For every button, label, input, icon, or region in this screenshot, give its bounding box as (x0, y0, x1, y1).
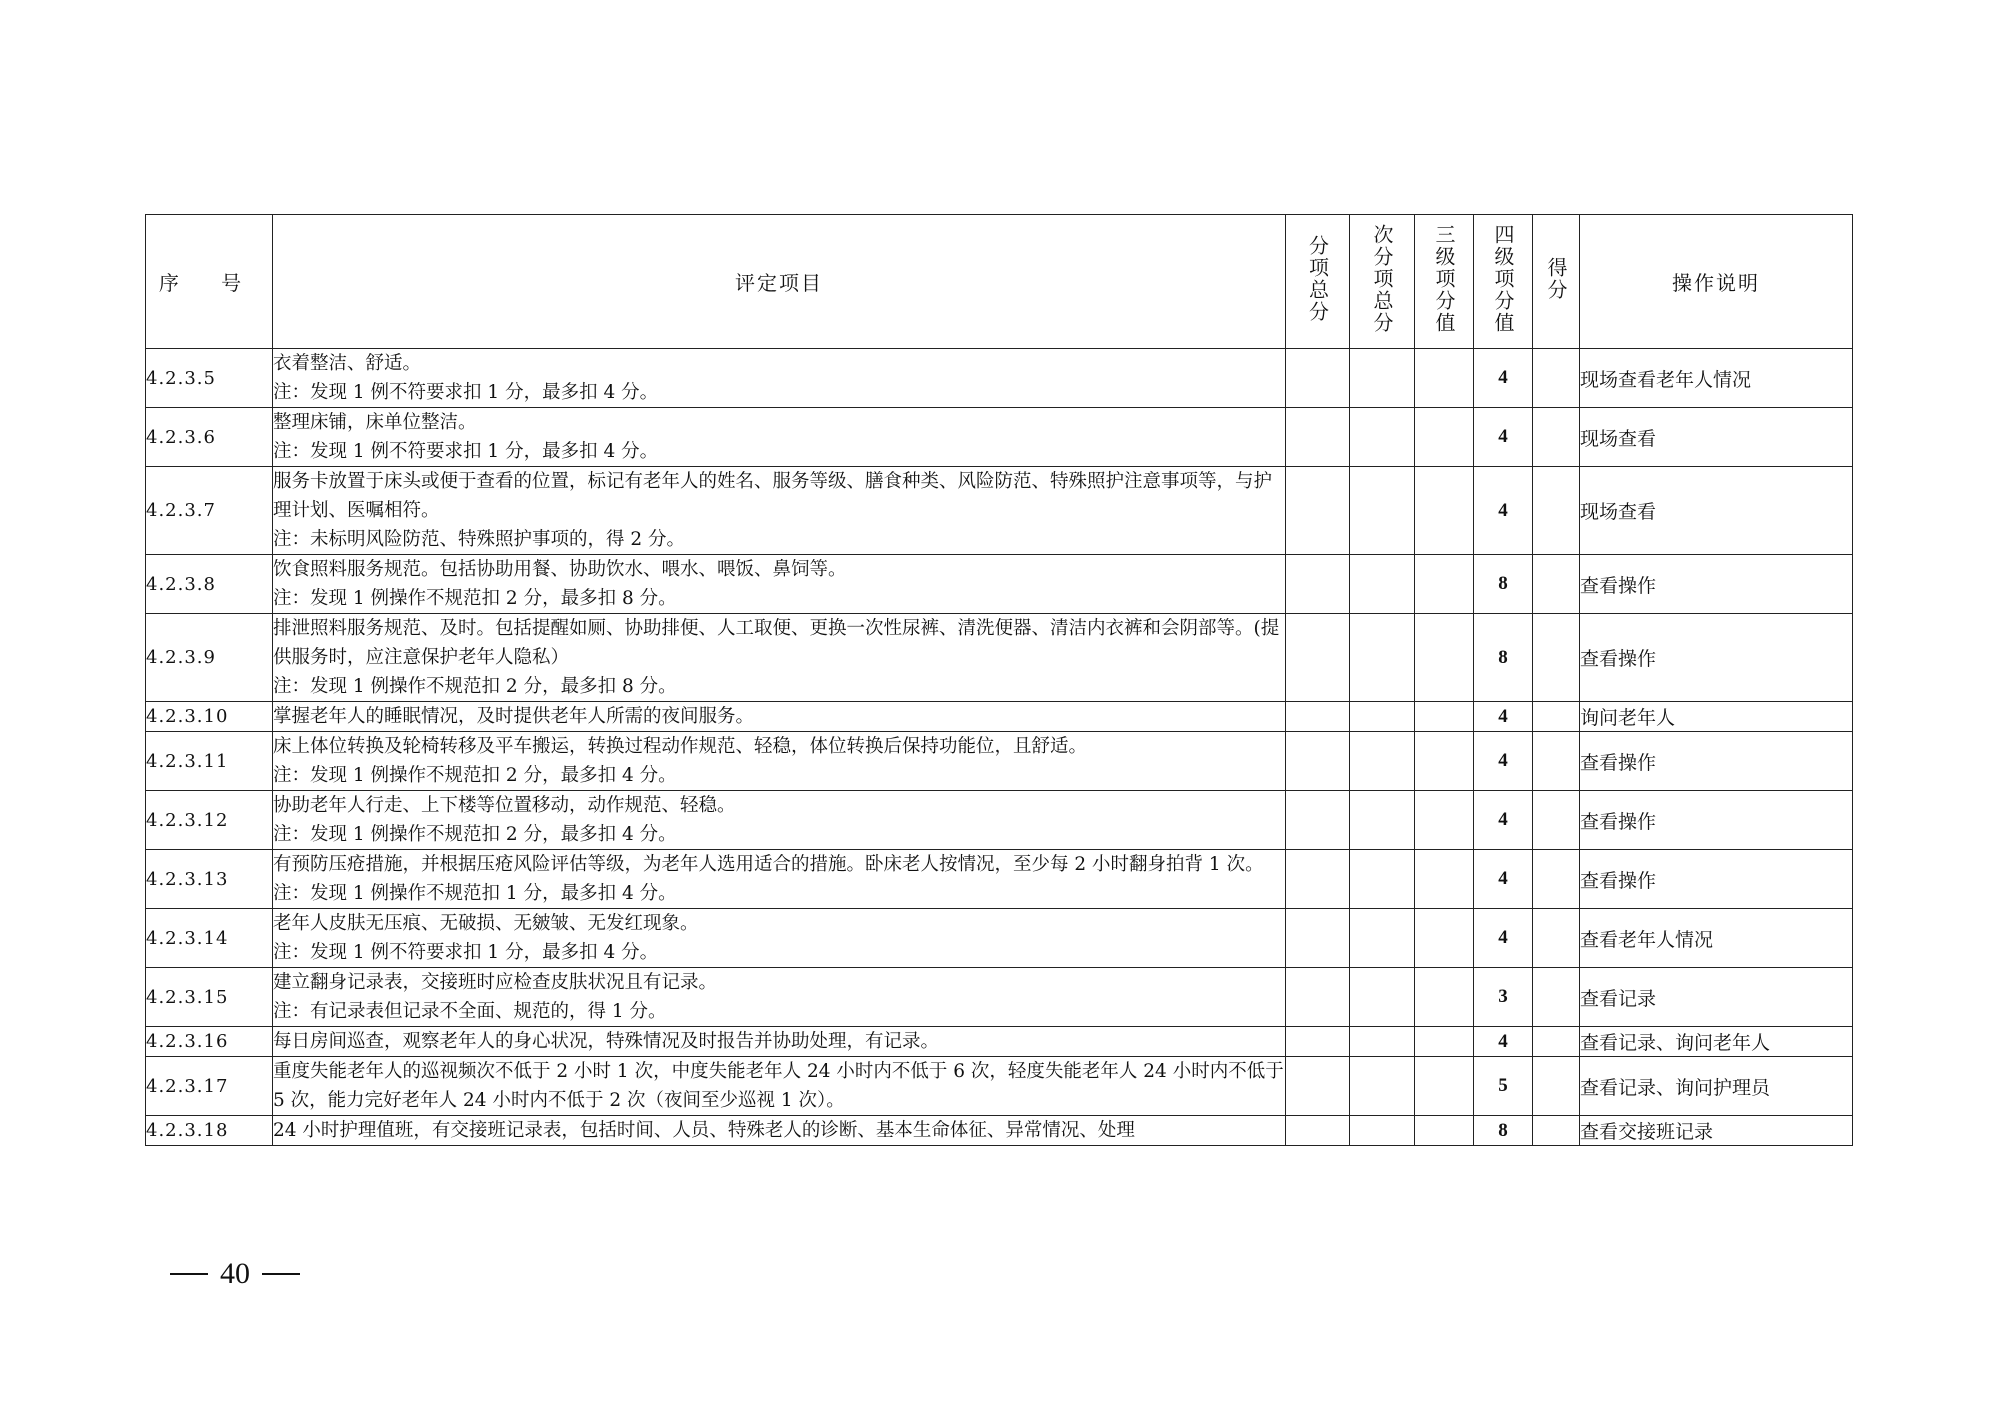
header-level3: 三级项分值 (1432, 224, 1456, 334)
row-operation: 现场查看老年人情况 (1580, 349, 1853, 408)
row-item: 有预防压疮措施，并根据压疮风险评估等级，为老年人选用适合的措施。卧床老人按情况，至少每 2 小时翻身拍背 1 次。 注：发现 1 例操作不规范扣 1 分，最多扣 4 分。 (273, 850, 1286, 909)
footer-dash-left (170, 1273, 208, 1275)
row-got-score (1533, 1116, 1580, 1146)
row-item: 掌握老年人的睡眠情况，及时提供老年人所需的夜间服务。 (273, 702, 1286, 732)
row-item: 协助老年人行走、上下楼等位置移动，动作规范、轻稳。 注：发现 1 例操作不规范扣 2 分，最多扣 4 分。 (273, 791, 1286, 850)
row-operation: 现场查看 (1580, 408, 1853, 467)
row-seq: 4.2.3.17 (146, 1057, 273, 1116)
row-level3 (1415, 1057, 1474, 1116)
header-sub-total: 分项总分 (1305, 235, 1330, 323)
row-operation: 查看老年人情况 (1580, 909, 1853, 968)
row-sec-total (1350, 1057, 1415, 1116)
row-got-score (1533, 791, 1580, 850)
row-level4-score: 4 (1474, 850, 1533, 909)
row-got-score (1533, 909, 1580, 968)
row-sec-total (1350, 791, 1415, 850)
row-got-score (1533, 1057, 1580, 1116)
row-sec-total (1350, 349, 1415, 408)
row-seq: 4.2.3.6 (146, 408, 273, 467)
row-sub-total (1286, 614, 1350, 702)
row-level4-score: 4 (1474, 702, 1533, 732)
row-level3 (1415, 1116, 1474, 1146)
row-sec-total (1350, 1116, 1415, 1146)
row-item: 饮食照料服务规范。包括协助用餐、协助饮水、喂水、喂饭、鼻饲等。 注：发现 1 例操作不规范扣 2 分，最多扣 8 分。 (273, 555, 1286, 614)
table-row (146, 702, 1853, 732)
row-item: 重度失能老年人的巡视频次不低于 2 小时 1 次，中度失能老年人 24 小时内不低于 6 次，轻度失能老年人 24 小时内不低于 5 次，能力完好老年人 24 小时内不低于 2 次（夜间至少巡视 1 次）。 (273, 1057, 1286, 1116)
row-seq: 4.2.3.18 (146, 1116, 273, 1146)
row-sec-total (1350, 702, 1415, 732)
table-header-row (146, 215, 1853, 349)
table-row (146, 850, 1853, 909)
row-got-score (1533, 732, 1580, 791)
header-level4: 四级项分值 (1491, 224, 1515, 334)
row-item: 床上体位转换及轮椅转移及平车搬运，转换过程动作规范、轻稳，体位转换后保持功能位，且舒适。 注：发现 1 例操作不规范扣 2 分，最多扣 4 分。 (273, 732, 1286, 791)
row-sub-total (1286, 1027, 1350, 1057)
row-level3 (1415, 467, 1474, 555)
header-got-score: 得分 (1544, 257, 1568, 301)
row-sub-total (1286, 702, 1350, 732)
header-seq: 序 号 (146, 215, 273, 349)
row-level3 (1415, 555, 1474, 614)
row-operation: 现场查看 (1580, 467, 1853, 555)
row-level4-score: 4 (1474, 909, 1533, 968)
row-got-score (1533, 408, 1580, 467)
row-item: 排泄照料服务规范、及时。包括提醒如厕、协助排便、人工取便、更换一次性尿裤、清洗便器、清洁内衣裤和会阴部等。(提供服务时，应注意保护老年人隐私） 注：发现 1 例操作不规范扣 2 分，最多扣 8 分。 (273, 614, 1286, 702)
row-sec-total (1350, 732, 1415, 791)
row-seq: 4.2.3.10 (146, 702, 273, 732)
table-row (146, 968, 1853, 1027)
row-level3 (1415, 732, 1474, 791)
row-item: 服务卡放置于床头或便于查看的位置，标记有老年人的姓名、服务等级、膳食种类、风险防范、特殊照护注意事项等，与护理计划、医嘱相符。 注：未标明风险防范、特殊照护事项的，得 2 分。 (273, 467, 1286, 555)
row-seq: 4.2.3.15 (146, 968, 273, 1027)
row-level4-score: 4 (1474, 791, 1533, 850)
row-sec-total (1350, 1027, 1415, 1057)
row-level3 (1415, 1027, 1474, 1057)
table-row (146, 1057, 1853, 1116)
row-operation: 查看记录、询问老年人 (1580, 1027, 1853, 1057)
row-sec-total (1350, 850, 1415, 909)
row-sec-total (1350, 408, 1415, 467)
row-sec-total (1350, 614, 1415, 702)
row-seq: 4.2.3.16 (146, 1027, 273, 1057)
row-seq: 4.2.3.5 (146, 349, 273, 408)
row-seq: 4.2.3.8 (146, 555, 273, 614)
row-sub-total (1286, 349, 1350, 408)
row-level3 (1415, 349, 1474, 408)
row-sub-total (1286, 408, 1350, 467)
row-sub-total (1286, 732, 1350, 791)
row-level4-score: 4 (1474, 1027, 1533, 1057)
row-sub-total (1286, 467, 1350, 555)
row-item: 建立翻身记录表，交接班时应检查皮肤状况且有记录。 注：有记录表但记录不全面、规范的，得 1 分。 (273, 968, 1286, 1027)
row-sub-total (1286, 1057, 1350, 1116)
row-sec-total (1350, 968, 1415, 1027)
table-row (146, 614, 1853, 702)
header-item: 评定项目 (273, 215, 1286, 349)
row-sub-total (1286, 850, 1350, 909)
row-level4-score: 8 (1474, 1116, 1533, 1146)
row-operation: 查看操作 (1580, 555, 1853, 614)
row-operation: 查看操作 (1580, 732, 1853, 791)
row-got-score (1533, 614, 1580, 702)
row-seq: 4.2.3.13 (146, 850, 273, 909)
row-operation: 查看操作 (1580, 850, 1853, 909)
row-got-score (1533, 850, 1580, 909)
row-level3 (1415, 791, 1474, 850)
row-sub-total (1286, 555, 1350, 614)
row-seq: 4.2.3.11 (146, 732, 273, 791)
row-level3 (1415, 850, 1474, 909)
row-operation: 查看操作 (1580, 791, 1853, 850)
row-item: 衣着整洁、舒适。 注：发现 1 例不符要求扣 1 分，最多扣 4 分。 (273, 349, 1286, 408)
row-level4-score: 3 (1474, 968, 1533, 1027)
table-row (146, 1027, 1853, 1057)
row-level3 (1415, 968, 1474, 1027)
row-seq: 4.2.3.14 (146, 909, 273, 968)
row-level3 (1415, 614, 1474, 702)
row-level4-score: 8 (1474, 555, 1533, 614)
row-level3 (1415, 408, 1474, 467)
table-row (146, 467, 1853, 555)
row-sub-total (1286, 1116, 1350, 1146)
row-seq: 4.2.3.12 (146, 791, 273, 850)
row-level4-score: 4 (1474, 732, 1533, 791)
row-sec-total (1350, 467, 1415, 555)
row-got-score (1533, 555, 1580, 614)
row-seq: 4.2.3.7 (146, 467, 273, 555)
row-item: 24 小时护理值班，有交接班记录表，包括时间、人员、特殊老人的诊断、基本生命体征、异常情况、处理 (273, 1116, 1286, 1146)
row-sec-total (1350, 909, 1415, 968)
row-sub-total (1286, 791, 1350, 850)
row-level4-score: 4 (1474, 467, 1533, 555)
header-sec-total: 次分项总分 (1370, 224, 1394, 334)
row-got-score (1533, 467, 1580, 555)
row-operation: 查看操作 (1580, 614, 1853, 702)
row-item: 整理床铺，床单位整洁。 注：发现 1 例不符要求扣 1 分，最多扣 4 分。 (273, 408, 1286, 467)
row-level4-score: 5 (1474, 1057, 1533, 1116)
row-sub-total (1286, 909, 1350, 968)
table-row (146, 732, 1853, 791)
row-sec-total (1350, 555, 1415, 614)
footer-dash-right (262, 1273, 300, 1275)
row-operation: 查看交接班记录 (1580, 1116, 1853, 1146)
table-row (146, 791, 1853, 850)
row-level4-score: 4 (1474, 408, 1533, 467)
table-row (146, 349, 1853, 408)
row-operation: 查看记录、询问护理员 (1580, 1057, 1853, 1116)
row-operation: 查看记录 (1580, 968, 1853, 1027)
table-row (146, 555, 1853, 614)
header-operation: 操作说明 (1580, 215, 1853, 349)
row-seq: 4.2.3.9 (146, 614, 273, 702)
row-operation: 询问老年人 (1580, 702, 1853, 732)
row-level4-score: 4 (1474, 349, 1533, 408)
row-item: 每日房间巡查，观察老年人的身心状况，特殊情况及时报告并协助处理，有记录。 (273, 1027, 1286, 1057)
row-got-score (1533, 968, 1580, 1027)
page-footer (170, 1257, 300, 1291)
row-level4-score: 8 (1474, 614, 1533, 702)
row-level3 (1415, 702, 1474, 732)
table-row (146, 1116, 1853, 1146)
table-body (146, 349, 1853, 1146)
row-item: 老年人皮肤无压痕、无破损、无皴皱、无发红现象。 注：发现 1 例不符要求扣 1 分，最多扣 4 分。 (273, 909, 1286, 968)
page-number: 40 (220, 1257, 250, 1290)
row-sub-total (1286, 968, 1350, 1027)
row-got-score (1533, 349, 1580, 408)
row-got-score (1533, 1027, 1580, 1057)
table-row (146, 408, 1853, 467)
table-row (146, 909, 1853, 968)
row-level3 (1415, 909, 1474, 968)
evaluation-table (145, 214, 1853, 1146)
row-got-score (1533, 702, 1580, 732)
